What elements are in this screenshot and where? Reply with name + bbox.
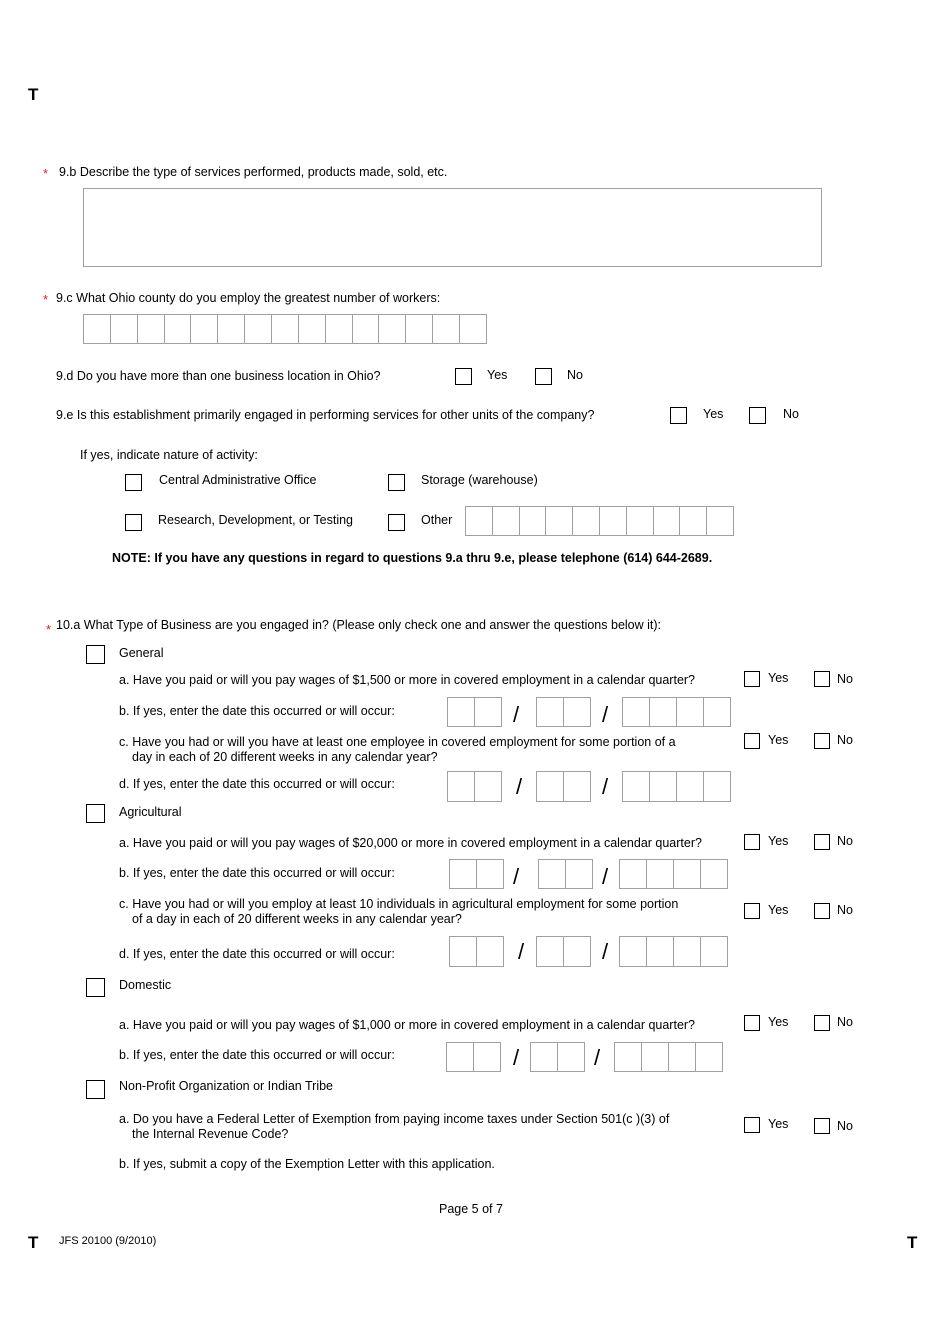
corner-mark-bottom-right: T	[907, 1233, 918, 1252]
activity-central-label: Central Administrative Office	[159, 473, 317, 487]
general-c-yes-checkbox[interactable]	[744, 733, 760, 749]
domestic-a-yes-label: Yes	[768, 1015, 789, 1029]
general-d-question: d. If yes, enter the date this occurred or will occur:	[119, 777, 395, 791]
date-separator: /	[602, 774, 609, 799]
general-d-year-input[interactable]	[622, 771, 731, 802]
activity-central-checkbox[interactable]	[125, 474, 142, 491]
business-domestic-checkbox[interactable]	[86, 978, 105, 997]
general-a-question: a. Have you paid or will you pay wages of $1,500 or more in covered employment in a calendar quarter?	[119, 673, 696, 687]
domestic-b-day-input[interactable]	[530, 1042, 585, 1072]
agricultural-d-day-input[interactable]	[536, 936, 591, 967]
agricultural-b-month-input[interactable]	[449, 859, 504, 889]
general-d-month-input[interactable]	[447, 771, 502, 802]
general-d-day-input[interactable]	[536, 771, 591, 802]
activity-storage-label: Storage (warehouse)	[421, 473, 538, 487]
date-separator: /	[513, 702, 520, 727]
nonprofit-a-yes-checkbox[interactable]	[744, 1117, 760, 1133]
domestic-b-question: b. If yes, enter the date this occurred or will occur:	[119, 1048, 395, 1062]
general-c-yes-label: Yes	[768, 733, 789, 747]
agricultural-c-yes-label: Yes	[768, 903, 789, 917]
agricultural-c-no-label: No	[837, 903, 853, 917]
general-a-no-checkbox[interactable]	[814, 671, 830, 687]
domestic-a-no-checkbox[interactable]	[814, 1015, 830, 1031]
domestic-title: Domestic	[119, 978, 172, 992]
q9e-yes-label: Yes	[703, 407, 724, 421]
domestic-a-yes-checkbox[interactable]	[744, 1015, 760, 1031]
general-c-question-line2: day in each of 20 different weeks in any calendar year?	[132, 750, 438, 764]
page-number: Page 5 of 7	[439, 1202, 503, 1216]
questions-note: NOTE: If you have any questions in regard to questions 9.a thru 9.e, please telephone (614) 644-2689.	[112, 551, 713, 565]
agricultural-d-year-input[interactable]	[619, 936, 728, 967]
date-separator: /	[516, 774, 523, 799]
agricultural-c-question-line2: of a day in each of 20 different weeks in any calendar year?	[132, 912, 462, 926]
q9d-yes-label: Yes	[487, 368, 508, 382]
business-agricultural-checkbox[interactable]	[86, 804, 105, 823]
agricultural-b-day-input[interactable]	[538, 859, 593, 889]
general-c-no-label: No	[837, 733, 853, 747]
q9e-label: 9.e Is this establishment primarily engaged in performing services for other units of the company?	[56, 408, 595, 422]
q9e-yes-checkbox[interactable]	[670, 407, 687, 424]
activity-research-checkbox[interactable]	[125, 514, 142, 531]
required-marker: *	[46, 622, 52, 637]
date-separator: /	[513, 1045, 520, 1070]
general-b-month-input[interactable]	[447, 697, 502, 727]
date-separator: /	[602, 864, 609, 889]
nonprofit-a-no-checkbox[interactable]	[814, 1118, 830, 1134]
q9d-no-checkbox[interactable]	[535, 368, 552, 385]
q10a-label: 10.a What Type of Business are you engaged in? (Please only check one and answer the questions below it):	[56, 618, 662, 632]
date-separator: /	[594, 1045, 601, 1070]
agricultural-c-yes-checkbox[interactable]	[744, 903, 760, 919]
date-separator: /	[518, 939, 525, 964]
nonprofit-a-no-label: No	[837, 1119, 853, 1133]
nonprofit-b-instruction: b. If yes, submit a copy of the Exemption Letter with this application.	[119, 1157, 495, 1171]
business-general-checkbox[interactable]	[86, 645, 105, 664]
nonprofit-a-yes-label: Yes	[768, 1117, 789, 1131]
q9b-label: 9.b Describe the type of services performed, products made, sold, etc.	[59, 165, 448, 179]
date-separator: /	[513, 864, 520, 889]
date-separator: /	[602, 939, 609, 964]
general-c-no-checkbox[interactable]	[814, 733, 830, 749]
agricultural-b-question: b. If yes, enter the date this occurred or will occur:	[119, 866, 395, 880]
general-b-day-input[interactable]	[536, 697, 591, 727]
domestic-a-question: a. Have you paid or will you pay wages of $1,000 or more in covered employment in a calendar quarter?	[119, 1018, 696, 1032]
activity-storage-checkbox[interactable]	[388, 474, 405, 491]
domestic-b-year-input[interactable]	[614, 1042, 723, 1072]
q9c-label: 9.c What Ohio county do you employ the greatest number of workers:	[56, 291, 441, 305]
q9e-no-label: No	[783, 407, 799, 421]
q9b-description-textarea[interactable]	[83, 188, 822, 267]
agricultural-d-month-input[interactable]	[449, 936, 504, 967]
agricultural-a-yes-label: Yes	[768, 834, 789, 848]
nonprofit-title: Non-Profit Organization or Indian Tribe	[119, 1079, 333, 1093]
required-marker: *	[43, 166, 49, 181]
corner-mark-top-left: T	[28, 85, 39, 104]
agricultural-a-question: a. Have you paid or will you pay wages of $20,000 or more in covered employment in a calendar quarter?	[119, 836, 702, 850]
q9d-yes-checkbox[interactable]	[455, 368, 472, 385]
agricultural-a-no-label: No	[837, 834, 853, 848]
q9d-label: 9.d Do you have more than one business location in Ohio?	[56, 369, 381, 383]
business-nonprofit-checkbox[interactable]	[86, 1080, 105, 1099]
agricultural-b-year-input[interactable]	[619, 859, 728, 889]
q9d-no-label: No	[567, 368, 583, 382]
general-b-question: b. If yes, enter the date this occurred or will occur:	[119, 704, 395, 718]
general-c-question-line1: c. Have you had or will you have at least one employee in covered employment for some portion of a	[119, 735, 676, 749]
activity-other-label: Other	[421, 513, 453, 527]
agricultural-a-yes-checkbox[interactable]	[744, 834, 760, 850]
form-id: JFS 20100 (9/2010)	[59, 1235, 157, 1247]
general-a-yes-checkbox[interactable]	[744, 671, 760, 687]
q9e-if-yes-label: If yes, indicate nature of activity:	[80, 448, 258, 462]
agricultural-c-question-line1: c. Have you had or will you employ at least 10 individuals in agricultural employment for some portion	[119, 897, 679, 911]
agricultural-d-question: d. If yes, enter the date this occurred or will occur:	[119, 947, 395, 961]
date-separator: /	[602, 702, 609, 727]
agricultural-c-no-checkbox[interactable]	[814, 903, 830, 919]
required-marker: *	[43, 292, 49, 307]
domestic-a-no-label: No	[837, 1015, 853, 1029]
activity-research-label: Research, Development, or Testing	[158, 513, 354, 527]
general-a-yes-label: Yes	[768, 671, 789, 685]
general-b-year-input[interactable]	[622, 697, 731, 727]
domestic-b-month-input[interactable]	[446, 1042, 501, 1072]
activity-other-input[interactable]	[465, 506, 734, 536]
agricultural-title: Agricultural	[119, 805, 182, 819]
agricultural-a-no-checkbox[interactable]	[814, 834, 830, 850]
nonprofit-a-question-line1: a. Do you have a Federal Letter of Exemption from paying income taxes under Section 501(c )(3) of	[119, 1112, 670, 1126]
q9c-county-input[interactable]	[83, 314, 487, 344]
activity-other-checkbox[interactable]	[388, 514, 405, 531]
general-title: General	[119, 646, 164, 660]
nonprofit-a-question-line2: the Internal Revenue Code?	[132, 1127, 289, 1141]
q9e-no-checkbox[interactable]	[749, 407, 766, 424]
corner-mark-bottom-left: T	[28, 1233, 39, 1252]
general-a-no-label: No	[837, 672, 853, 686]
